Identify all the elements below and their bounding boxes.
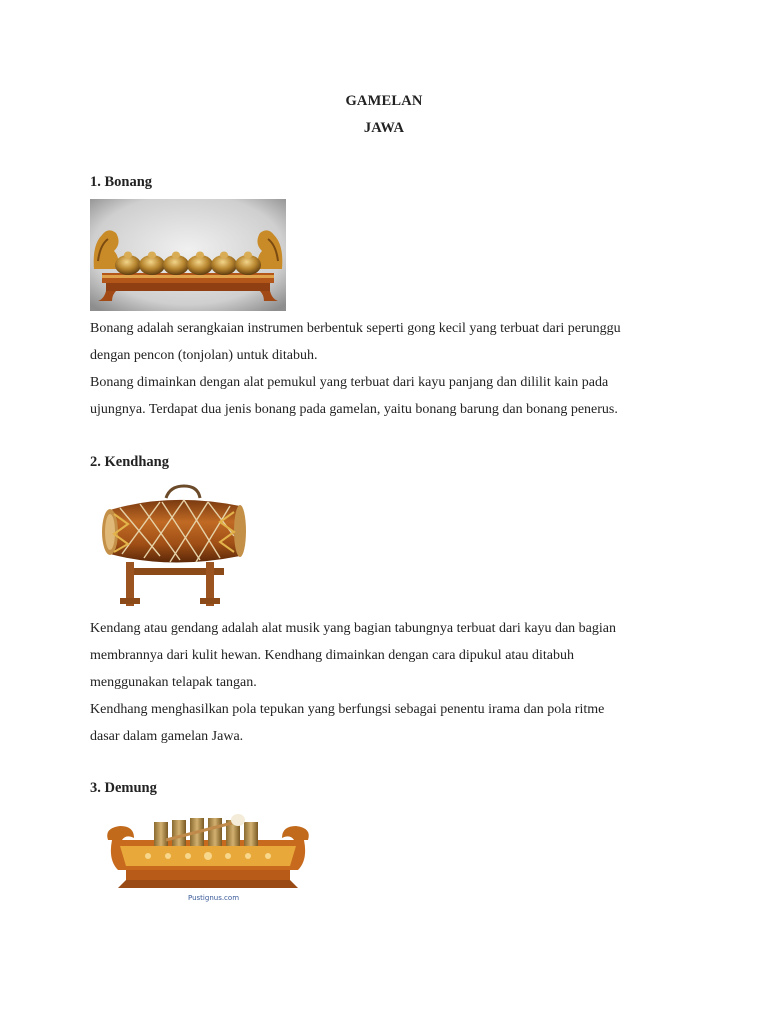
document-title-line-1: GAMELAN — [345, 93, 423, 109]
section-heading-demung: 3. Demung — [90, 780, 157, 796]
paragraph-line: dasar dalam gamelan Jawa. — [90, 729, 244, 744]
kendhang-image — [100, 484, 246, 610]
paragraph-line: Kendhang menghasilkan pola tepukan yang berfungsi sebagai penentu irama dan pola ritme — [90, 702, 605, 717]
paragraph-line: menggunakan telapak tangan. — [90, 675, 257, 690]
paragraph-line: membrannya dari kulit hewan. Kendhang dimainkan dengan cara dipukul atau ditabuh — [90, 648, 575, 663]
bonang-description — [90, 315, 690, 423]
bonang-image — [90, 199, 286, 311]
section-heading-kendhang: 2. Kendhang — [90, 454, 169, 470]
demung-image-caption: Pustignus.com — [188, 894, 240, 902]
paragraph-line: dengan pencon (tonjolan) untuk ditabuh. — [90, 348, 318, 363]
document-title-line-2: JAWA — [363, 120, 405, 136]
demung-image — [104, 810, 312, 906]
kendhang-description — [90, 615, 690, 750]
paragraph-line: Bonang dimainkan dengan alat pemukul yang terbuat dari kayu panjang dan dililit kain pada — [90, 375, 609, 390]
paragraph-line: ujungnya. Terdapat dua jenis bonang pada gamelan, yaitu bonang barung dan bonang penerus. — [90, 402, 618, 417]
paragraph-line: Bonang adalah serangkaian instrumen berbentuk seperti gong kecil yang terbuat dari perunggu — [90, 321, 621, 336]
paragraph-line: Kendang atau gendang adalah alat musik yang bagian tabungnya terbuat dari kayu dan bagian — [90, 621, 616, 636]
section-heading-bonang: 1. Bonang — [90, 174, 153, 190]
